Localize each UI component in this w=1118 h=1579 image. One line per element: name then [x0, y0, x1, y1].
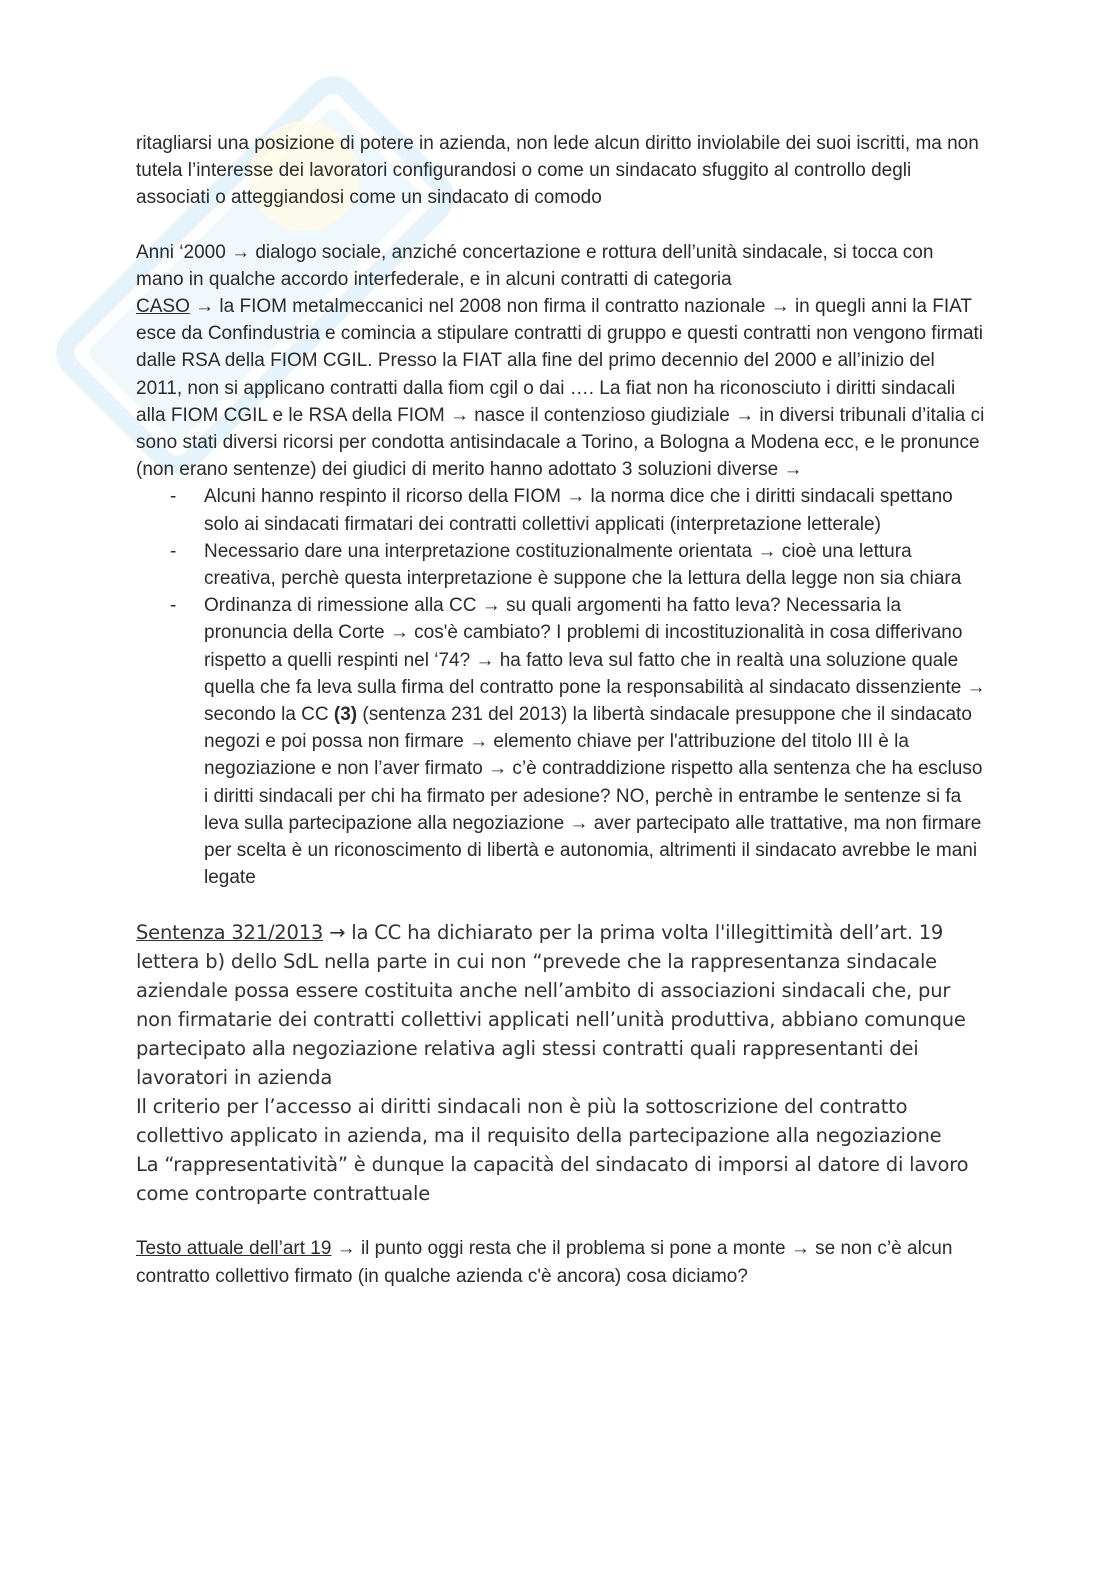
list-item: - Alcuni hanno respinto il ricorso della FIOM → la norma dice che i diritti sindacali spettano solo ai sindacati firmatari dei contratti collettivi applicati (interpretazione letterale): [204, 483, 986, 537]
paragraph-testo-attuale: [136, 1235, 986, 1289]
paragraph-intro: ritagliarsi una posizione di potere in azienda, non lede alcun diritto inviolabile dei suoi iscritti, ma non tutela l’interesse dei lavoratori configurandosi o come un sindacato sfuggito al controllo degli associati o atteggiandosi come un sindacato di comodo: [136, 133, 979, 209]
caso-text: → la FIOM metalmeccanici nel 2008 non firma il contratto nazionale → in quegli anni la FIAT esce da Confindustria e comincia a stipulare contratti di gruppo e questi contratti non vengono firmati dalle RSA della FIOM CGIL. Presso la FIAT alla fine del primo decennio del 2000 e all’inizio del 2011, non si applicano contratti dalla fiom cgil o dai …. La fiat non ha riconosciuto i diritti sindacali alla FIOM CGIL e le RSA della FIOM → nasce il contenzioso giudiziale → in diversi tribunali d’italia ci sono stati diversi ricorsi per condotta antisindacale a Torino, a Bologna a Modena ecc, e le pronunce (non erano sentenze) dei giudici di merito hanno adottato 3 soluzioni diverse →: [136, 296, 985, 481]
list-item-bold: (3): [333, 704, 358, 726]
document-page: [136, 130, 986, 1290]
paragraph-caso: [136, 293, 986, 483]
paragraph-anni-2000: Anni ‘2000 → dialogo sociale, anziché concertazione e rottura dell’unità sindacale, si tocca con mano in qualche accordo interfederale, e in alcuni contratti di categoria: [136, 241, 934, 290]
spacer: [136, 891, 986, 918]
solutions-list: [136, 483, 986, 891]
spacer: [136, 1208, 986, 1235]
list-item-text: Ordinanza di rimessione alla CC → su quali argomenti ha fatto leva? Necessaria la pronuncia della Corte → cos'è cambiato? I problemi di incostituzionalità in cosa differivano rispetto a quelli respinti nel ‘74? → ha fatto leva sul fatto che in realtà una soluzione quale quella che fa leva sulla firma del contratto pone la responsabilità al sindacato dissenziente → secondo la CC: [204, 595, 986, 726]
paragraph-rappresentativita: La “rappresentatività” è dunque la capacità del sindacato di imporsi al datore di lavoro come controparte contrattuale: [136, 1153, 969, 1206]
testo-attuale-text: → il punto oggi resta che il problema si pone a monte → se non c’è alcun contratto collettivo firmato (in qualche azienda c'è ancora) cosa diciamo?: [136, 1238, 953, 1287]
list-item: [204, 592, 986, 891]
sentenza-label: Sentenza 321/2013: [136, 921, 324, 945]
list-item: - Necessario dare una interpretazione costituzionalmente orientata → cioè una lettura creativa, perchè questa interpretazione è suppone che la lettura della legge non sia chiara: [204, 538, 986, 592]
caso-label: CASO: [136, 296, 190, 318]
list-item-text: (sentenza 231 del 2013) la libertà sindacale presuppone che il sindacato negozi e poi possa non firmare → elemento chiave per l'attribuzione del titolo III è la negoziazione e non l’aver firmato → c’è contraddizione rispetto alla sentenza che ha escluso i diritti sindacali per chi ha firmato per adesione? NO, perchè in entrambe le sentenze si fa leva sulla partecipazione alla negoziazione → aver partecipato alle trattative, ma non firmare per scelta è un riconoscimento di libertà e autonomia, altrimenti il sindacato avrebbe le mani legate: [204, 704, 983, 889]
spacer: [136, 212, 986, 239]
sentenza-text: → la CC ha dichiarato per la prima volta l'illegittimità dell’art. 19 lettera b) dello SdL nella parte in cui non “prevede che la rappresentanza sindacale aziendale possa essere costituita anche nell’ambito di associazioni sindacali che, pur non firmatarie dei contratti collettivi applicati nell’unità produttiva, abbiano comunque partecipato alla negoziazione relativa agli stessi contratti quali rappresentanti dei lavoratori in azienda: [136, 921, 966, 1090]
paragraph-criterio: Il criterio per l’accesso ai diritti sindacali non è più la sottoscrizione del contratto collettivo applicato in azienda, ma il requisito della partecipazione alla negoziazione: [136, 1095, 942, 1148]
paragraph-sentenza: [136, 918, 986, 1092]
testo-attuale-label: Testo attuale dell’art 19: [136, 1238, 332, 1260]
